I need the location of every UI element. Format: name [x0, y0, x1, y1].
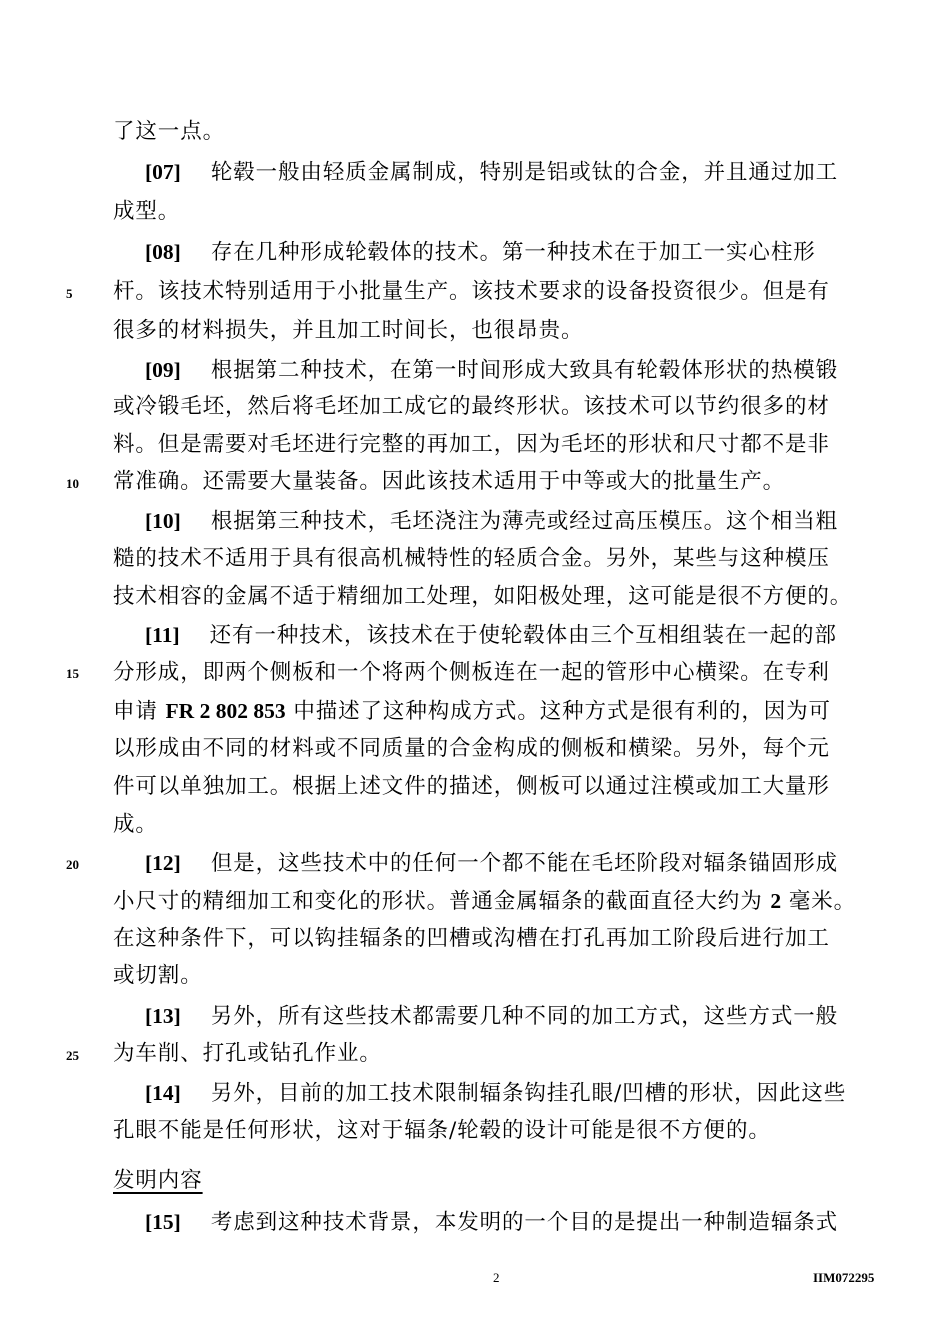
paragraph-tag: [07] — [145, 160, 181, 184]
paragraph-tag: [14] — [145, 1081, 181, 1105]
paragraph-10-start: [10] 根据第三种技术，毛坯浇注为薄壳或经过高压模压。这个相当粗 — [145, 509, 839, 534]
text-line: 成型。 — [113, 199, 181, 224]
section-heading: 发明内容 — [113, 1168, 203, 1193]
text-line: 小尺寸的精细加工和变化的形状。普通金属辐条的截面直径大约为 2 毫米。 — [113, 889, 857, 914]
paragraph-tag: [08] — [145, 240, 181, 264]
paragraph-08-start: [08] 存在几种形成轮毂体的技术。第一种技术在于加工一实心柱形 — [145, 240, 816, 265]
text-line: 料。但是需要对毛坯进行完整的再加工，因为毛坯的形状和尺寸都不是非 — [113, 432, 830, 457]
text-line: 了这一点。 — [113, 119, 226, 144]
text-line: 或切割。 — [113, 963, 203, 988]
patent-reference: FR 2 802 853 — [165, 699, 286, 723]
paragraph-15-start: [15] 考虑到这种技术背景，本发明的一个目的是提出一种制造辐条式 — [145, 1210, 839, 1235]
paragraph-tag: [13] — [145, 1004, 181, 1028]
text-line: 或冷锻毛坯，然后将毛坯加工成它的最终形状。该技术可以节约很多的材 — [113, 394, 830, 419]
text-line: 糙的技术不适用于具有很高机械特性的轻质合金。另外，某些与这种模压 — [113, 546, 830, 571]
paragraph-07-start: [07] 轮毂一般由轻质金属制成，特别是铝或钛的合金，并且通过加工 — [145, 160, 839, 185]
line-number: 25 — [66, 1048, 79, 1063]
text-line: 孔眼不能是任何形状，这对于辐条/轮毂的设计可能是很不方便的。 — [113, 1118, 771, 1143]
line-number: 20 — [66, 857, 79, 872]
paragraph-tag: [15] — [145, 1210, 181, 1234]
text-line: 杆。该技术特别适用于小批量生产。该技术要求的设备投资很少。但是有 — [113, 279, 830, 304]
text-line: 常准确。还需要大量装备。因此该技术适用于中等或大的批量生产。 — [113, 469, 786, 494]
paragraph-09-start: [09] 根据第二种技术，在第一时间形成大致具有轮毂体形状的热模锻 — [145, 358, 839, 383]
paragraph-13-start: [13] 另外，所有这些技术都需要几种不同的加工方式，这些方式一般 — [145, 1004, 839, 1029]
paragraph-tag: [12] — [145, 851, 181, 875]
paragraph-tag: [09] — [145, 358, 181, 382]
text-line: 申请 FR 2 802 853 中描述了这种构成方式。这种方式是很有利的，因为可 — [113, 699, 831, 724]
page-number: 2 — [493, 1270, 500, 1285]
text-line: 技术相容的金属不适于精细加工处理，如阳极处理，这可能是很不方便的。 — [113, 584, 853, 609]
paragraph-11-start: [11] 还有一种技术，该技术在于使轮毂体由三个互相组装在一起的部 — [145, 623, 837, 648]
paragraph-tag: [10] — [145, 509, 181, 533]
text-line: 很多的材料损失，并且加工时间长，也很昂贵。 — [113, 318, 584, 343]
document-reference: IIM072295 — [813, 1270, 875, 1285]
text-line: 为车削、打孔或钻孔作业。 — [113, 1041, 382, 1066]
paragraph-14-start: [14] 另外，目前的加工技术限制辐条钩挂孔眼/凹槽的形状，因此这些 — [145, 1081, 847, 1106]
line-number: 10 — [66, 476, 79, 491]
line-number: 5 — [66, 286, 73, 301]
text-line: 成。 — [113, 812, 158, 837]
text-line: 件可以单独加工。根据上述文件的描述，侧板可以通过注模或加工大量形 — [113, 774, 830, 799]
text-line: 以形成由不同的材料或不同质量的合金构成的侧板和横梁。另外，每个元 — [113, 736, 830, 761]
paragraph-12-start: [12] 但是，这些技术中的任何一个都不能在毛坯阶段对辐条锚固形成 — [145, 851, 839, 876]
line-number: 15 — [66, 666, 79, 681]
text-line: 分形成，即两个侧板和一个将两个侧板连在一起的管形中心横梁。在专利 — [113, 660, 830, 685]
paragraph-tag: [11] — [145, 623, 180, 647]
text-line: 在这种条件下，可以钩挂辐条的凹槽或沟槽在打孔再加工阶段后进行加工 — [113, 926, 830, 951]
